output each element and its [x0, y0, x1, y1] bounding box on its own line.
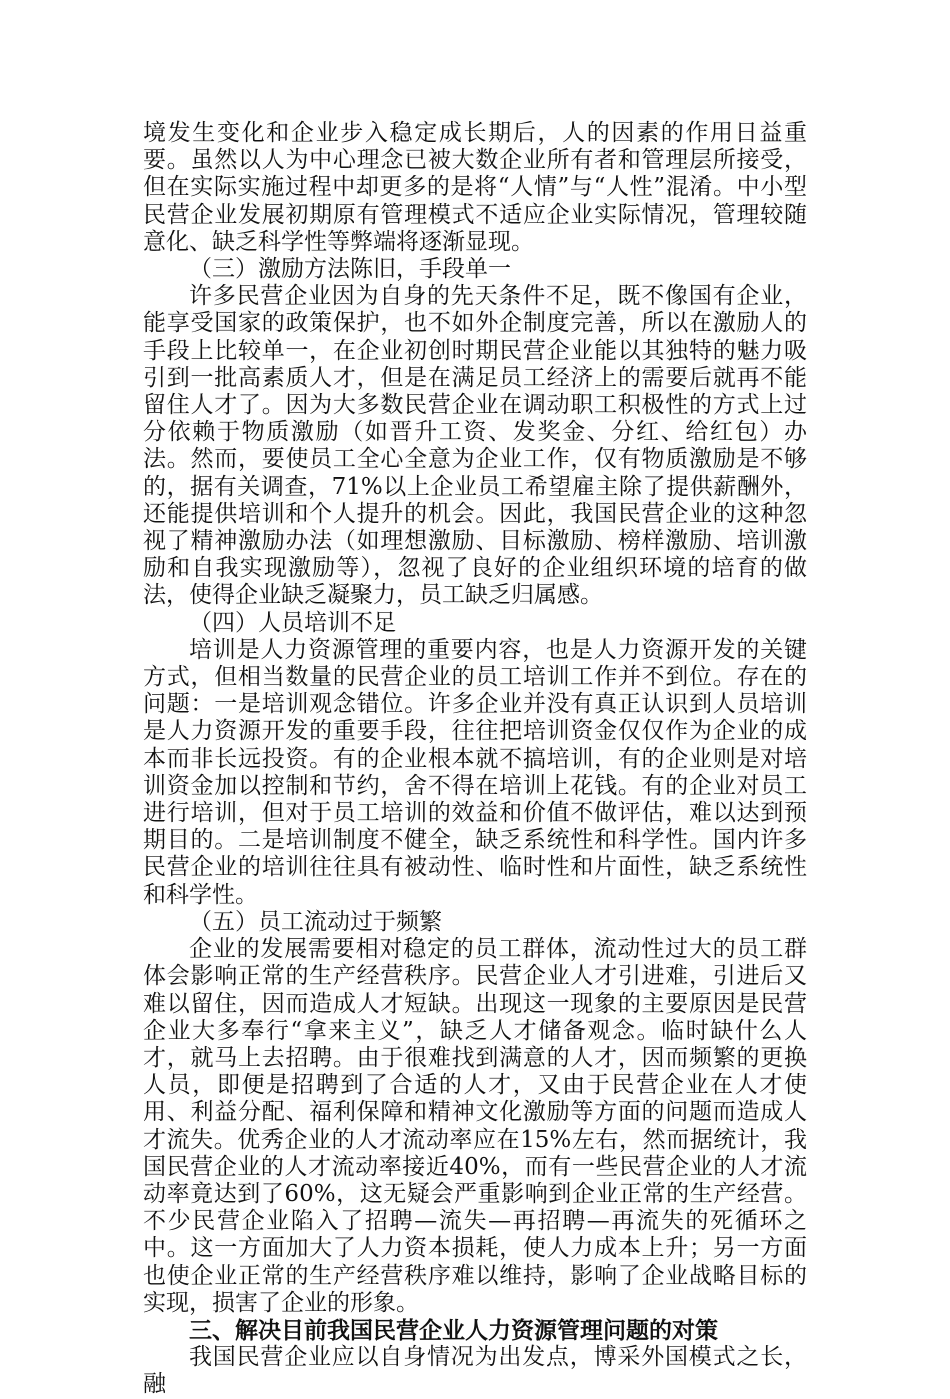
subheading-staff-turnover: （五）员工流动过于频繁 — [189, 908, 442, 935]
paragraph-incentive-methods: 许多民营企业因为自身的先天条件不足，既不像国有企业，能享受国家的政策保护，也不如外企制度完善，所以在激励人的手段上比较单一，在企业初创时期民营企业能以其独特的魅力吸引到一批高素质人才，但是在满足员工经济上的需要后就再不能留住人才了。因为大多数民营企业在调动职工积极性的方式上过分依赖于物质激励（如晋升工资、发奖金、分红、给红包）办法。然而，要使员工全心全意为企业工作，仅有物质激励是不够的，据有关调查，71%以上企业员工希望雇主除了提供薪酬外，还能提供培训和个人提升的机会。因此，我国民营企业的这种忽视了精神激励办法（如理想激励、目标激励、榜样激励、培训激励和自我实现激励等），忽视了良好的企业组织环境的培育的做法，使得企业缺乏凝聚力，员工缺乏归属感。 — [143, 283, 807, 609]
subheading-incentive-methods: （三）激励方法陈旧，手段单一 — [189, 256, 511, 283]
subheading-staff-training: （四）人员培训不足 — [189, 609, 396, 636]
paragraph-countermeasures-intro: 我国民营企业应以自身情况为出发点，博采外国模式之长，融 — [143, 1344, 807, 1398]
paragraph-staff-turnover: 企业的发展需要相对稳定的员工群体，流动性过大的员工群体会影响正常的生产经营秩序。民营企业人才引进难，引进后又难以留住，因而造成人才短缺。出现这一现象的主要原因是民营企业大多奉行“拿来主义”，缺乏人才储备观念。临时缺什么人才，就马上去招聘。由于很难找到满意的人才，因而频繁的更换人员，即便是招聘到了合适的人才，又由于民营企业在人才使用、利益分配、福利保障和精神文化激励等方面的问题而造成人才流失。优秀企业的人才流动率应在15%左右，然而据统计，我国民营企业的人才流动率接近40%，而有一些民营企业的人才流动率竟达到了60%，这无疑会严重影响到企业正常的生产经营。不少民营企业陷入了招聘—流失—再招聘—再流失的死循环之中。这一方面加大了人力资本损耗，使人力成本上升；另一方面也使企业正常的生产经营秩序难以维持，影响了企业战略目标的实现，损害了企业的形象。 — [143, 936, 807, 1316]
paragraph-staff-training: 培训是人力资源管理的重要内容，也是人力资源开发的关键方式，但相当数量的民营企业的员工培训工作并不到位。存在的问题：一是培训观念错位。许多企业并没有真正认识到人员培训是人力资源开发的重要手段，往往把培训资金仅仅作为企业的成本而非长远投资。有的企业根本就不搞培训，有的企业则是对培训资金加以控制和节约，舍不得在培训上花钱。有的企业对员工进行培训，但对于员工培训的效益和价值不做评估，难以达到预期目的。二是培训制度不健全，缺乏系统性和科学性。国内许多民营企业的培训往往具有被动性、临时性和片面性，缺乏系统性和科学性。 — [143, 636, 807, 908]
section-heading-countermeasures: 三、解决目前我国民营企业人力资源管理问题的对策 — [189, 1316, 718, 1344]
paragraph-continuation: 境发生变化和企业步入稳定成长期后，人的因素的作用日益重要。虽然以人为中心理念已被大数企业所有者和管理层所接受，但在实际实施过程中却更多的是将“人情”与“人性”混淆。中小型民营企业发展初期原有管理模式不适应企业实际情况，管理较随意化、缺乏科学性等弊端将逐渐显现。 — [143, 120, 807, 255]
document-page — [143, 120, 807, 1399]
